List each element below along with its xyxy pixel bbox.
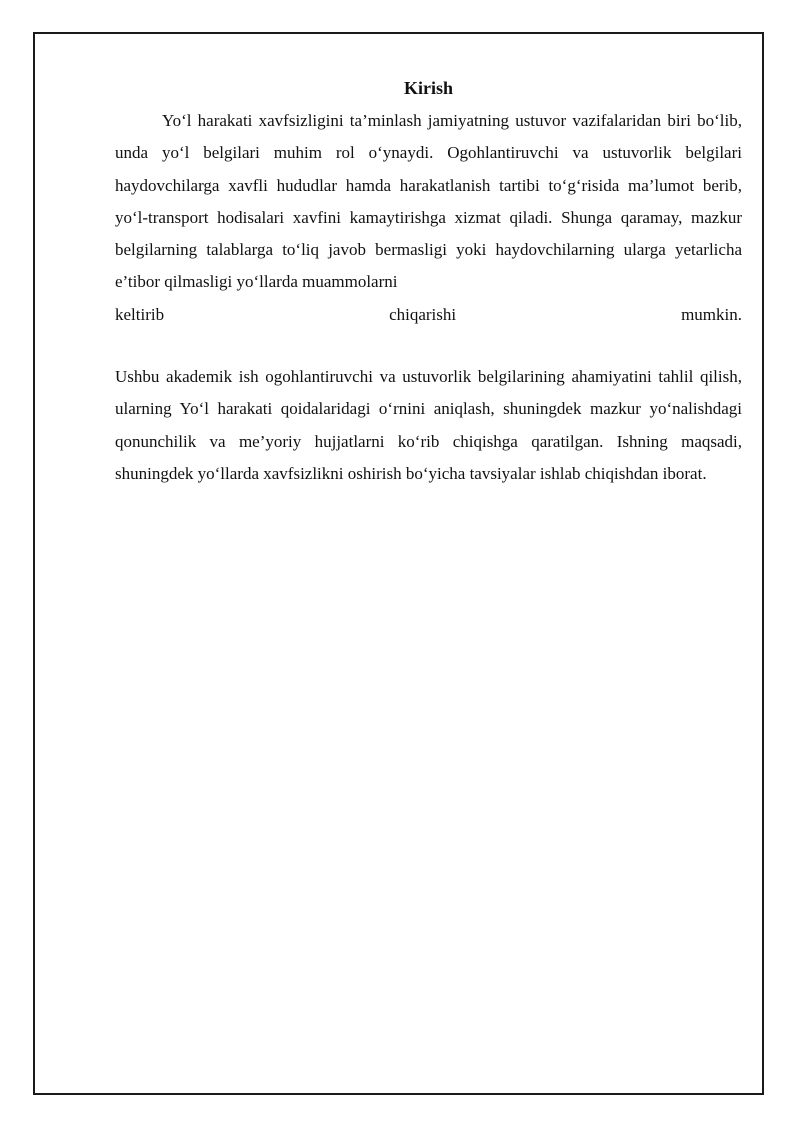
last-line-word-2: chiqarishi: [389, 304, 457, 324]
intro-paragraph-2: Ushbu akademik ish ogohlantiruvchi va ustuvorlik belgilarining ahamiyatini tahlil qilish, ularning Yo‘l harakati qoidalaridagi o‘rnini aniqlash, shuningdek mazkur yo‘nalishdagi qonunchilik va me’yoriy hujjatlarni ko‘rib chiqishga qaratilgan. Ishning maqsadi, shuningdek yo‘llarda xavfsizlikni oshirish bo‘yicha tavsiyalar ishlab chiqishdan iborat.: [115, 367, 742, 483]
document-title: Kirish: [403, 78, 453, 98]
last-line-word-3: mumkin.: [681, 304, 742, 324]
last-line-word-1: keltirib: [115, 304, 165, 324]
intro-paragraph-1: Yo‘l harakati xavfsizligini ta’minlash jamiyatning ustuvor vazifalaridan biri bo‘lib, unda yo‘l belgilari muhim rol o‘ynaydi. Ogohlantiruvchi va ustuvorlik belgilari haydovchilarga xavfli hududlar hamda harakatlanish tartibi to‘g‘risida ma’lumot berib, yo‘l-transport hodisalari xavfini kamaytirishga xizmat qiladi. Shunga qaramay, mazkur belgilarning talablarga to‘liq javob bermasligi yoki haydovchilarning ularga yetarlicha e’tibor qilmasligi yo‘llarda muammolarni: [115, 111, 742, 292]
document-body: [115, 75, 742, 490]
intro-paragraph-1-last-line: [115, 299, 742, 331]
paragraph-gap: [115, 331, 742, 361]
